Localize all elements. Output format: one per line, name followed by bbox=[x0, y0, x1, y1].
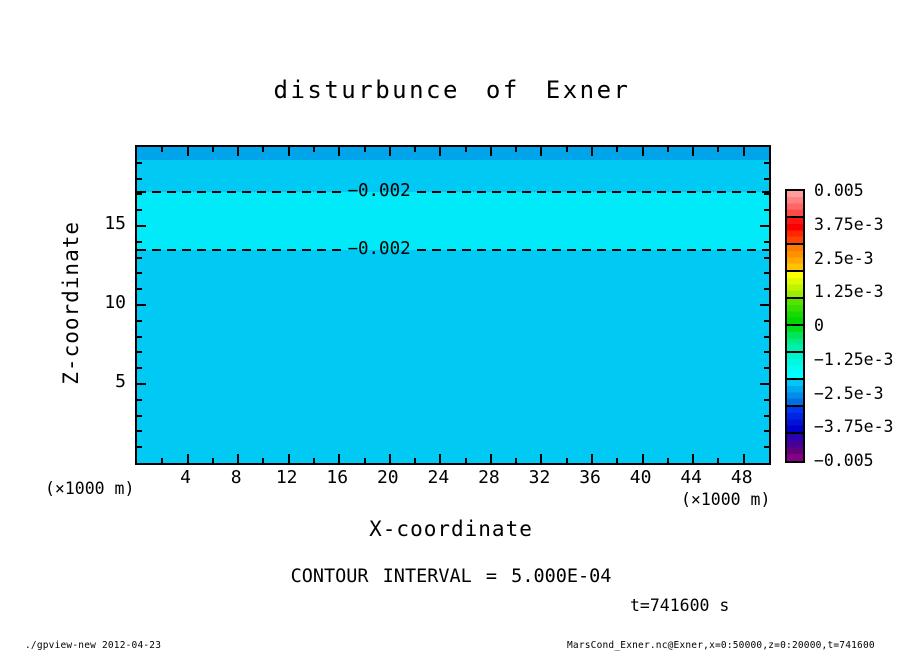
axis-tick bbox=[717, 458, 719, 463]
x-tick-label: 48 bbox=[730, 467, 753, 488]
axis-tick bbox=[137, 241, 142, 243]
axis-tick bbox=[764, 178, 769, 180]
axis-tick bbox=[137, 288, 142, 290]
colorbar-segment bbox=[787, 407, 803, 434]
x-tick-label: 32 bbox=[528, 467, 551, 488]
footer-command: ./gpview-new 2012-04-23 bbox=[25, 640, 162, 651]
y-tick-label: 15 bbox=[104, 213, 126, 234]
axis-tick bbox=[364, 147, 366, 152]
axis-tick bbox=[212, 147, 214, 152]
colorbar-segment bbox=[787, 218, 803, 245]
axis-tick bbox=[764, 399, 769, 401]
axis-tick bbox=[616, 458, 618, 463]
axis-tick bbox=[262, 147, 264, 152]
axis-tick bbox=[237, 454, 239, 463]
y-tick-label: 5 bbox=[115, 371, 126, 392]
axis-tick bbox=[540, 454, 542, 463]
axis-tick bbox=[764, 336, 769, 338]
axis-tick bbox=[465, 147, 467, 152]
axis-tick bbox=[161, 458, 163, 463]
axis-tick bbox=[137, 178, 142, 180]
colorbar-tick-label: −1.25e-3 bbox=[814, 349, 894, 369]
x-tick-label: 44 bbox=[680, 467, 702, 488]
axis-tick bbox=[764, 288, 769, 290]
axis-tick bbox=[137, 336, 142, 338]
colorbar-segment bbox=[787, 353, 803, 380]
axis-tick bbox=[137, 193, 142, 195]
axis-tick bbox=[591, 147, 593, 156]
axis-tick bbox=[137, 367, 142, 369]
axis-tick bbox=[717, 147, 719, 152]
colorbar-segment bbox=[787, 245, 803, 272]
axis-tick bbox=[515, 458, 517, 463]
axis-tick bbox=[137, 383, 146, 385]
axis-tick bbox=[414, 458, 416, 463]
field-band bbox=[137, 192, 769, 250]
x-tick-label: 4 bbox=[180, 467, 191, 488]
colorbar-segment bbox=[787, 191, 803, 218]
x-tick-label: 8 bbox=[230, 467, 242, 488]
colorbar-tick-label: 0.005 bbox=[814, 181, 864, 200]
colorbar-tick-label: 3.75e-3 bbox=[814, 214, 884, 234]
axis-tick bbox=[389, 147, 391, 156]
axis-tick bbox=[743, 147, 745, 156]
axis-tick bbox=[187, 147, 189, 156]
axis-tick bbox=[764, 367, 769, 369]
axis-tick bbox=[137, 320, 142, 322]
colorbar-tick-label: 1.25e-3 bbox=[814, 282, 884, 302]
axis-tick bbox=[764, 430, 769, 432]
axis-tick bbox=[490, 147, 492, 156]
axis-tick bbox=[137, 272, 142, 274]
colorbar-segment bbox=[787, 380, 803, 407]
axis-tick bbox=[764, 257, 769, 259]
axis-tick bbox=[692, 454, 694, 463]
axis-tick bbox=[137, 446, 142, 448]
colorbar-tick-label: 0 bbox=[814, 316, 824, 335]
x-tick-label: 28 bbox=[478, 467, 500, 488]
colorbar-segment bbox=[787, 326, 803, 353]
colorbar-tick-label: −0.005 bbox=[814, 451, 874, 470]
axis-tick bbox=[187, 454, 189, 463]
axis-tick bbox=[566, 147, 568, 152]
plot-area bbox=[135, 145, 771, 465]
footer-source: MarsCond_Exner.nc@Exner,x=0:50000,z=0:20000,t=741600 bbox=[567, 640, 875, 651]
contour-line bbox=[417, 249, 769, 251]
axis-tick bbox=[760, 304, 769, 306]
axis-tick bbox=[764, 351, 769, 353]
axis-tick bbox=[288, 454, 290, 463]
time-label: t=741600 s bbox=[630, 596, 730, 615]
axis-tick bbox=[642, 454, 644, 463]
axis-tick bbox=[760, 383, 769, 385]
axis-tick bbox=[764, 241, 769, 243]
x-unit-right: (×1000 m) bbox=[681, 490, 771, 509]
axis-tick bbox=[313, 458, 315, 463]
colorbar-segment bbox=[787, 434, 803, 461]
contour-line bbox=[417, 191, 769, 193]
x-tick-label: 24 bbox=[427, 467, 450, 488]
axis-tick bbox=[414, 147, 416, 152]
x-tick-label: 40 bbox=[629, 467, 652, 488]
axis-tick bbox=[490, 454, 492, 463]
y-axis-title-text: Z-coordinate bbox=[59, 221, 83, 385]
x-tick-label: 16 bbox=[326, 467, 349, 488]
x-tick-label: 12 bbox=[275, 467, 298, 488]
contour-line bbox=[137, 191, 341, 193]
axis-tick bbox=[515, 147, 517, 152]
axis-tick bbox=[237, 147, 239, 156]
colorbar-segment bbox=[787, 299, 803, 326]
axis-tick bbox=[338, 147, 340, 156]
x-unit-left: (×1000 m) bbox=[45, 479, 135, 498]
axis-tick bbox=[161, 147, 163, 152]
chart-title: disturbunce of Exner bbox=[273, 76, 631, 104]
axis-tick bbox=[389, 454, 391, 463]
colorbar-tick-label: 2.5e-3 bbox=[814, 248, 874, 268]
axis-tick bbox=[313, 147, 315, 152]
colorbar-tick-label: −3.75e-3 bbox=[814, 417, 894, 437]
axis-tick bbox=[642, 147, 644, 156]
axis-tick bbox=[465, 458, 467, 463]
y-tick-label: 10 bbox=[104, 292, 126, 313]
field-band bbox=[137, 147, 769, 160]
axis-tick bbox=[591, 454, 593, 463]
axis-tick bbox=[764, 209, 769, 211]
x-tick-label: 20 bbox=[376, 467, 399, 488]
contour-line bbox=[137, 249, 341, 251]
axis-tick bbox=[566, 458, 568, 463]
colorbar-segment bbox=[787, 272, 803, 299]
axis-tick bbox=[667, 458, 669, 463]
colorbar-tick-label: −2.5e-3 bbox=[814, 383, 884, 403]
axis-tick bbox=[137, 415, 142, 417]
axis-tick bbox=[364, 458, 366, 463]
axis-tick bbox=[137, 304, 146, 306]
axis-tick bbox=[137, 430, 142, 432]
axis-tick bbox=[137, 399, 142, 401]
axis-tick bbox=[743, 454, 745, 463]
axis-tick bbox=[667, 147, 669, 152]
axis-tick bbox=[439, 147, 441, 156]
axis-tick bbox=[616, 147, 618, 152]
axis-tick bbox=[262, 458, 264, 463]
axis-tick bbox=[137, 351, 142, 353]
field-band bbox=[137, 250, 769, 463]
contour-interval-label: CONTOUR INTERVAL = 5.000E-04 bbox=[290, 566, 612, 587]
x-axis-title: X-coordinate bbox=[369, 517, 533, 541]
axis-tick bbox=[760, 225, 769, 227]
axis-tick bbox=[137, 225, 146, 227]
axis-tick bbox=[764, 320, 769, 322]
axis-tick bbox=[439, 454, 441, 463]
axis-tick bbox=[288, 147, 290, 156]
colorbar bbox=[785, 189, 805, 463]
contour-label: −0.002 bbox=[347, 239, 411, 260]
axis-tick bbox=[692, 147, 694, 156]
axis-tick bbox=[764, 272, 769, 274]
contour-label: −0.002 bbox=[347, 181, 411, 202]
axis-tick bbox=[540, 147, 542, 156]
axis-tick bbox=[764, 446, 769, 448]
axis-tick bbox=[137, 162, 142, 164]
axis-tick bbox=[764, 162, 769, 164]
axis-tick bbox=[764, 415, 769, 417]
field-band bbox=[137, 160, 769, 192]
axis-tick bbox=[212, 458, 214, 463]
axis-tick bbox=[137, 257, 142, 259]
axis-tick bbox=[137, 209, 142, 211]
axis-tick bbox=[338, 454, 340, 463]
y-axis-title bbox=[56, 145, 86, 461]
axis-tick bbox=[764, 193, 769, 195]
x-tick-label: 36 bbox=[579, 467, 601, 488]
